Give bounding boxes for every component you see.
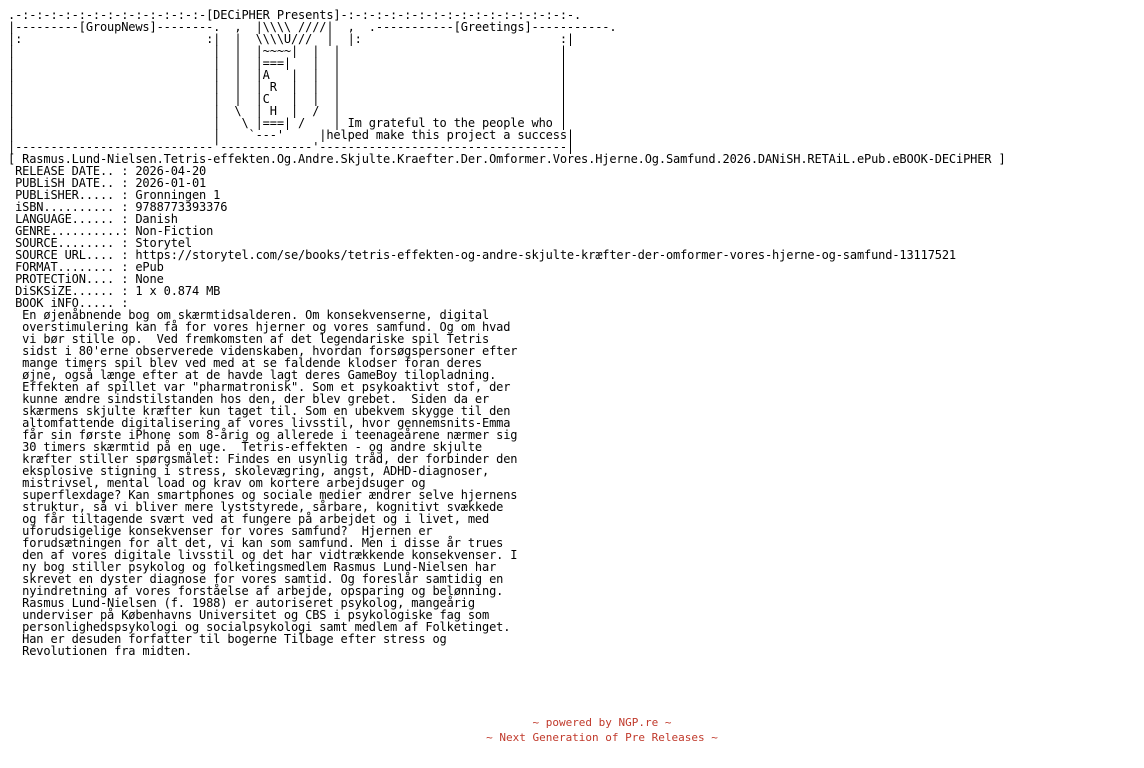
nfo-line: Han er desuden forfatter til bogerne Tilbage efter stress og bbox=[8, 632, 447, 646]
nfo-line: En øjenåbnende bog om skærmtidsalderen. Om konsekvenserne, digital bbox=[8, 308, 490, 322]
nfo-line: superflexdage? Kan smartphones og sociale medier ændrer selve hjernens bbox=[8, 488, 518, 502]
nfo-line: mistrivsel, mental load og krav om kortere arbejdsuger og bbox=[8, 476, 426, 490]
nfo-line: | | \ |===| / | Im grateful to the people who | bbox=[8, 116, 567, 130]
footer-tagline: ~ Next Generation of Pre Releases ~ bbox=[486, 731, 718, 744]
nfo-line: altomfattende digitalisering af vores livsstil, hvor gennemsnits-Emma bbox=[8, 416, 511, 430]
nfo-line: |----------------------------'-------------'-----------------------------------| bbox=[8, 140, 574, 154]
nfo-line: øjne, også længe efter at de havde lagt deres GameBoy tilopladning. bbox=[8, 368, 497, 382]
nfo-line: nyindretning af vores forståelse af arbejde, opsparing og belønning. bbox=[8, 584, 504, 598]
footer bbox=[0, 715, 1144, 745]
nfo-line: PUBLiSH DATE.. : 2026-01-01 bbox=[8, 176, 207, 190]
nfo-line: skrevet en dyster diagnose for vores samtid. Og foreslår samtidig en bbox=[8, 572, 504, 586]
nfo-line: uforudsigelige konsekvenser for vores samfund? Hjernen er bbox=[8, 524, 433, 538]
nfo-line: |: :| | \\\\U/// | |: :| bbox=[8, 32, 574, 46]
nfo-line: mange timers spil blev ved med at se faldende klodser foran deres bbox=[8, 356, 482, 370]
nfo-line: PUBLiSHER..... : Gronningen 1 bbox=[8, 188, 221, 202]
nfo-line: forudsætningen for alt det, vi kan som samfund. Men i disse år trues bbox=[8, 536, 504, 550]
nfo-line: | | | |A | | | | bbox=[8, 68, 567, 82]
nfo-line: SOURCE URL.... : https://storytel.com/se/books/tetris-effekten-og-andre-skjulte-kræfter-der-omformer-vores-hjerne-og-samfund-13117521 bbox=[8, 248, 956, 262]
nfo-line: DiSKSiZE...... : 1 x 0.874 MB bbox=[8, 284, 221, 298]
nfo-line: FORMAT........ : ePub bbox=[8, 260, 164, 274]
nfo-line: Rasmus Lund-Nielsen (f. 1988) er autoriseret psykolog, mangeårig bbox=[8, 596, 475, 610]
nfo-line: BOOK iNFO..... : bbox=[8, 296, 129, 310]
nfo-line: | | | |C | | | | bbox=[8, 92, 567, 106]
nfo-line: | | | |~~~~| | | | bbox=[8, 44, 567, 58]
nfo-line: skærmens skjulte kræfter kun taget til. Som en ubekvem skygge til den bbox=[8, 404, 511, 418]
nfo-line: den af vores digitale livsstil og det har vidtrækkende konsekvenser. I bbox=[8, 548, 518, 562]
nfo-line: personlighedspsykologi og socialpsykologi samt medlem af Folketinget. bbox=[8, 620, 511, 634]
nfo-line: [ Rasmus.Lund-Nielsen.Tetris-effekten.Og.Andre.Skjulte.Kraefter.Der.Omformer.Vores.Hjerne.Og.Samfund.2026.DANiSH.RETAiL.ePub.eBOOK-DECiPHER ] bbox=[8, 152, 1006, 166]
nfo-line: Effekten af spillet var "pharmatronisk". Som et psykoaktivt stof, der bbox=[8, 380, 511, 394]
nfo-line: kræfter stiller spørgsmålet: Findes en usynlig tråd, der forbinder den bbox=[8, 452, 518, 466]
nfo-line: GENRE..........: Non-Fiction bbox=[8, 224, 214, 238]
nfo-line: | | | |===| | | | bbox=[8, 56, 567, 70]
nfo-line: sidst i 80'erne observerede videnskaben, hvordan forsøgspersoner efter bbox=[8, 344, 518, 358]
nfo-line: vi bør stille op. Ved fremkomsten af det legendariske spil Tetris bbox=[8, 332, 490, 346]
nfo-line: kunne ændre sindstilstanden hos den, der blev grebet. Siden da er bbox=[8, 392, 490, 406]
footer-powered-by: ~ powered by NGP.re ~ bbox=[532, 716, 672, 729]
nfo-line: | | \ | H | / | | bbox=[8, 104, 567, 118]
nfo-line: og får tiltagende svært ved at fungere på arbejdet og i livet, med bbox=[8, 512, 490, 526]
nfo-line: 30 timers skærmtid på en uge. Tetris-effekten - og andre skjulte bbox=[8, 440, 482, 454]
nfo-text bbox=[8, 9, 1006, 657]
nfo-line: RELEASE DATE.. : 2026-04-20 bbox=[8, 164, 207, 178]
nfo-line: |---------[GroupNews]--------. , |\\\\ ////| , .-----------[Greetings]-----------. bbox=[8, 20, 617, 34]
nfo-line: underviser på Københavns Universitet og CBS i psykologiske fag som bbox=[8, 608, 490, 622]
nfo-line: .-:-:-:-:-:-:-:-:-:-:-:-:-:-[DECiPHER Presents]-:-:-:-:-:-:-:-:-:-:-:-:-:-:-:-:-. bbox=[8, 8, 582, 22]
nfo-line: eksplosive stigning i stress, skolevægring, angst, ADHD-diagnoser, bbox=[8, 464, 490, 478]
nfo-line: får sin første iPhone som 8-årig og allerede i teenageårene nærmer sig bbox=[8, 428, 518, 442]
nfo-line: Revolutionen fra midten. bbox=[8, 644, 192, 658]
nfo-line: | | | | R | | | | bbox=[8, 80, 567, 94]
nfo-line: iSBN.......... : 9788773393376 bbox=[8, 200, 228, 214]
nfo-line: overstimulering kan få for vores hjerner og vores samfund. Og om hvad bbox=[8, 320, 511, 334]
nfo-line: SOURCE........ : Storytel bbox=[8, 236, 192, 250]
nfo-line: struktur, så vi bliver mere lyststyrede, sårbare, kognitivt svækkede bbox=[8, 500, 504, 514]
nfo-line: ny bog stiller psykolog og folketingsmedlem Rasmus Lund-Nielsen har bbox=[8, 560, 497, 574]
nfo-line: LANGUAGE...... : Danish bbox=[8, 212, 178, 226]
nfo-line: PROTECTiON.... : None bbox=[8, 272, 164, 286]
nfo-line: | | `---' |helped make this project a success| bbox=[8, 128, 574, 142]
